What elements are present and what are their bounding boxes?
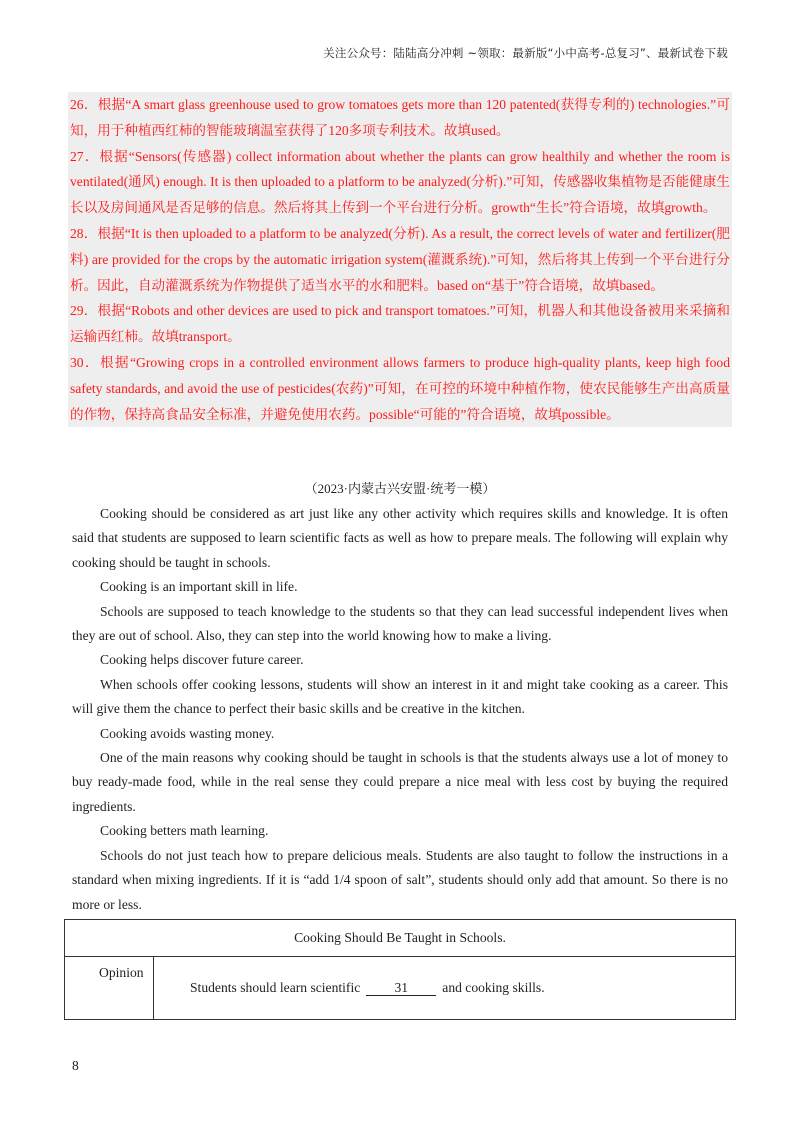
- row-label: Opinion: [65, 957, 154, 1020]
- passage-paragraph-3: One of the main reasons why cooking should be taught in schools is that the students always use a lot of money to buy ready-made food, while in the real sense they could prepare a nice meal with less cost by buying the required ingredients.: [72, 750, 728, 814]
- page-header: 关注公众号：陆陆高分冲刺 ~领取：最新版“小中高考-总复习”、最新试卷下载: [323, 46, 728, 60]
- answer-26: 26．根据“A smart glass greenhouse used to grow tomatoes gets more than 120 patented(获得专利的) technologies.”可知，用于种植西红柿的智能玻璃温室获得了120多项专利技术。故填used。: [70, 97, 730, 138]
- answer-27: 27．根据“Sensors(传感器) collect information about whether the plants can grow healthily and whether the room is ventilated(通风) enough. It is then uploaded to a platform to be analyzed(分析).”可知，传感器收集植物是否能健康生长以及房间通风是否足够的信息。然后将其上传到一个平台进行分析。growth“生长”符合语境，故填growth。: [70, 148, 730, 216]
- summary-table: [64, 919, 736, 1020]
- page-number: 8: [72, 1058, 79, 1073]
- answer-28: 28．根据“It is then uploaded to a platform to be analyzed(分析). As a result, the correct levels of water and fertilizer(肥料) are provided for the crops by the automatic irrigation system(灌溉系统).”可知，然后将其上传到一个平台进行分析。因此，自动灌溉系统为作物提供了适当水平的水和肥料。based on“基于”符合语境，故填based。: [70, 225, 730, 293]
- passage-heading-2: Cooking helps discover future career.: [100, 652, 304, 668]
- table-title-row: [65, 920, 736, 957]
- table-title: Cooking Should Be Taught in Schools.: [65, 920, 736, 957]
- passage-paragraph-1: Schools are supposed to teach knowledge to the students so that they can lead successful independent lives when they are out of school. Also, they can step into the world knowing how to make a living.: [72, 603, 728, 644]
- row-text-after: and cooking skills.: [442, 980, 545, 995]
- answer-blank-31[interactable]: 31: [366, 980, 436, 996]
- passage-heading-1: Cooking is an important skill in life.: [100, 579, 298, 595]
- row-content: [154, 957, 736, 1020]
- answer-explanations: [68, 92, 732, 427]
- row-text-before: Students should learn scientific: [190, 980, 361, 995]
- exam-source: （2023·内蒙古兴安盟·统考一模）: [304, 481, 496, 496]
- passage-heading-4: Cooking betters math learning.: [100, 823, 269, 839]
- passage-intro: Cooking should be considered as art just like any other activity which requires skills and knowledge. It is often said that students are supposed to learn scientific facts as well as how to prepare meals. The following will explain why cooking should be taught in schools.: [72, 506, 728, 570]
- passage-heading-3: Cooking avoids wasting money.: [100, 725, 275, 741]
- answer-29: 29．根据“Robots and other devices are used to pick and transport tomatoes.”可知，机器人和其他设备被用来采摘和运输西红柿。故填transport。: [70, 303, 730, 345]
- answer-30: 30．根据“Growing crops in a controlled environment allows farmers to produce high-quality plants, keep high food safety standards, and avoid the use of pesticides(农药)”可知，在可控的环境中种植作物，使农民能够生产出高质量的作物，保持高食品安全标准，并避免使用农药。possible“可能的”符合语境，故填possible。: [70, 354, 730, 422]
- passage-paragraph-4: Schools do not just teach how to prepare delicious meals. Students are also taught to follow the instructions in a standard when mixing ingredients. If it is “add 1/4 spoon of salt”, students should only add that amount. So there is no more or less.: [72, 847, 728, 912]
- reading-passage: [72, 502, 728, 917]
- table-row: [65, 957, 736, 1020]
- passage-paragraph-2: When schools offer cooking lessons, students will show an interest in it and might take cooking as a career. This will give them the chance to perfect their basic skills and be creative in the kitchen.: [72, 676, 728, 717]
